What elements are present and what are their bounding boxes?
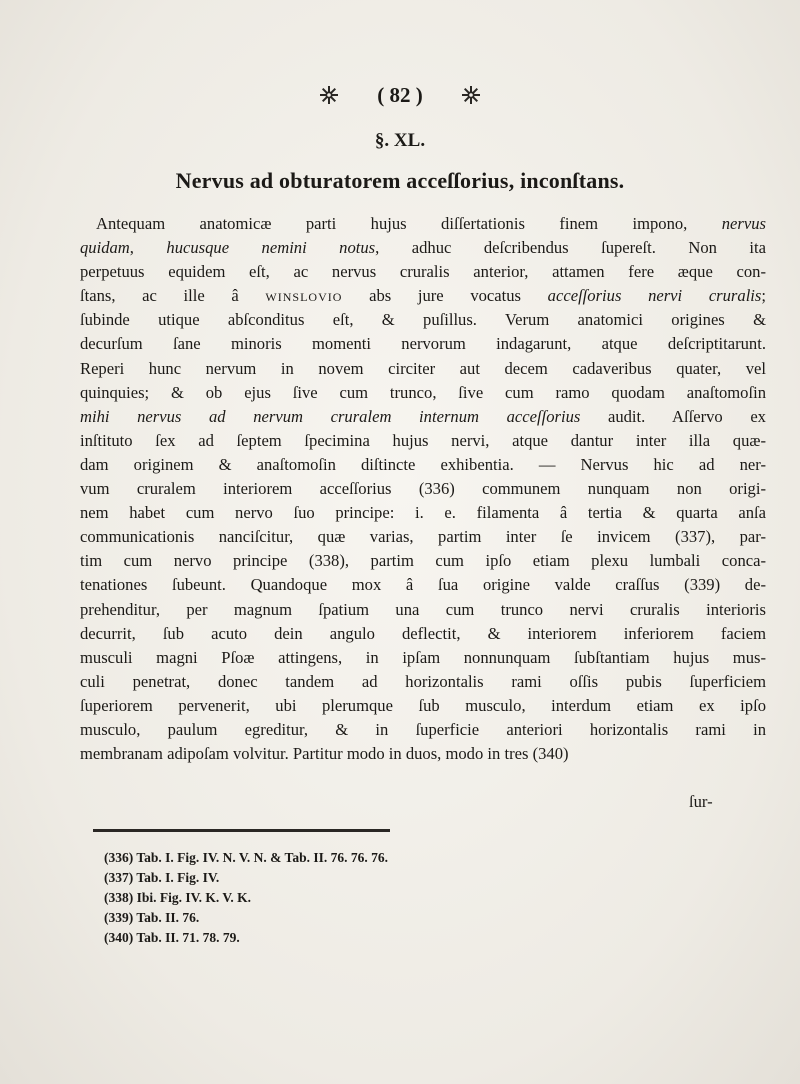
text-line: Antequam anatomicæ parti hujus diſſertationis finem impono, nervus [96, 214, 766, 233]
text-line: vum cruralem interiorem acceſſorius (336) communem nunquam non origi- [80, 479, 766, 499]
footnotes [104, 848, 388, 948]
text-line: Reperi hunc nervum in novem circiter aut decem cadaveribus quater, vel [80, 358, 766, 378]
flower-ornament-icon [462, 86, 480, 104]
text-line: decurrit, ſub acuto dein angulo deflectit, & interiorem inferiorem faciem [80, 623, 766, 643]
text-line: musculo, paulum egreditur, & in ſuperficie anteriori horizontalis rami in [80, 719, 766, 739]
chapter-title: Nervus ad obturatorem acceſſorius, inconſtans. [175, 168, 625, 193]
text-line: ſuperiorem pervenerit, ubi plerumque ſub musculo, interdum etiam ex ipſo [80, 695, 766, 715]
footnote-divider [93, 829, 390, 832]
page-header [0, 83, 800, 108]
footnote: (336) Tab. I. Fig. IV. N. V. N. & Tab. II. 76. 76. 76. [104, 850, 388, 865]
text-line: communicationis nanciſcitur, quæ varias, partim inter ſe invicem (337), par- [80, 527, 766, 547]
text-line: culi penetrat, donec tandem ad horizontalis rami oſſis pubis ſuperficiem [80, 671, 766, 691]
text-line: tenationes ſubeunt. Quandoque mox â ſua origine valde craſſus (339) de- [80, 575, 766, 595]
text-line: nem habet cum nervo ſuo principe: i. e. filamenta â tertia & quarta anſa [80, 503, 766, 523]
section-heading: §. XL. [374, 130, 426, 151]
text-line: ſubinde utique abſconditus eſt, & puſillus. Verum anatomici origines & [80, 310, 766, 330]
text-line: musculi magni Pſoæ attingens, in ipſam nonnunquam ſubſtantiam hujus mus- [80, 647, 766, 667]
catchword: ſur- [689, 792, 713, 811]
text-line: tim cum nervo principe (338), partim cum ipſo etiam plexu lumbali conca- [80, 551, 766, 571]
text-line: dam originem & anaſtomoſin diſtincte exhibentia. — Nervus hic ad ner- [80, 454, 766, 474]
text-line: quidam, hucusque nemini notus, adhuc deſcribendus ſupereſt. Non ita [80, 238, 767, 258]
page-number: ( 82 ) [377, 83, 423, 107]
flower-ornament-icon [320, 86, 338, 104]
text-line: prehenditur, per magnum ſpatium una cum trunco nervi cruralis interioris [80, 599, 766, 619]
footnote: (339) Tab. II. 76. [104, 910, 200, 925]
footnote: (338) Ibi. Fig. IV. K. V. K. [104, 890, 252, 905]
text-line: decurſum ſane minoris momenti nervorum indagarunt, atque deſcriptitarunt. [80, 334, 766, 354]
text-line: quinquies; & ob ejus ſive cum trunco, ſive cum ramo quodam anaſtomoſin [80, 382, 766, 402]
text-line: membranam adipoſam volvitur. Partitur modo in duos, modo in tres (340) [80, 744, 569, 764]
text-line: ſtans, ac ille â winslovio abs jure vocatus acceſſorius nervi cruralis; [80, 286, 766, 306]
text-line: perpetuus equidem eſt, ac nervus cruralis anterior, attamen fere æque con- [80, 262, 766, 282]
body-text [80, 212, 766, 766]
footnote: (340) Tab. II. 71. 78. 79. [104, 930, 240, 945]
text-line: inſtituto ſex ad ſeptem ſpecimina hujus nervi, atque dantur inter illa quæ- [80, 430, 766, 450]
text-line: mihi nervus ad nervum cruralem internum acceſſorius audit. Aſſervo ex [80, 406, 766, 426]
footnote: (337) Tab. I. Fig. IV. [104, 870, 220, 885]
